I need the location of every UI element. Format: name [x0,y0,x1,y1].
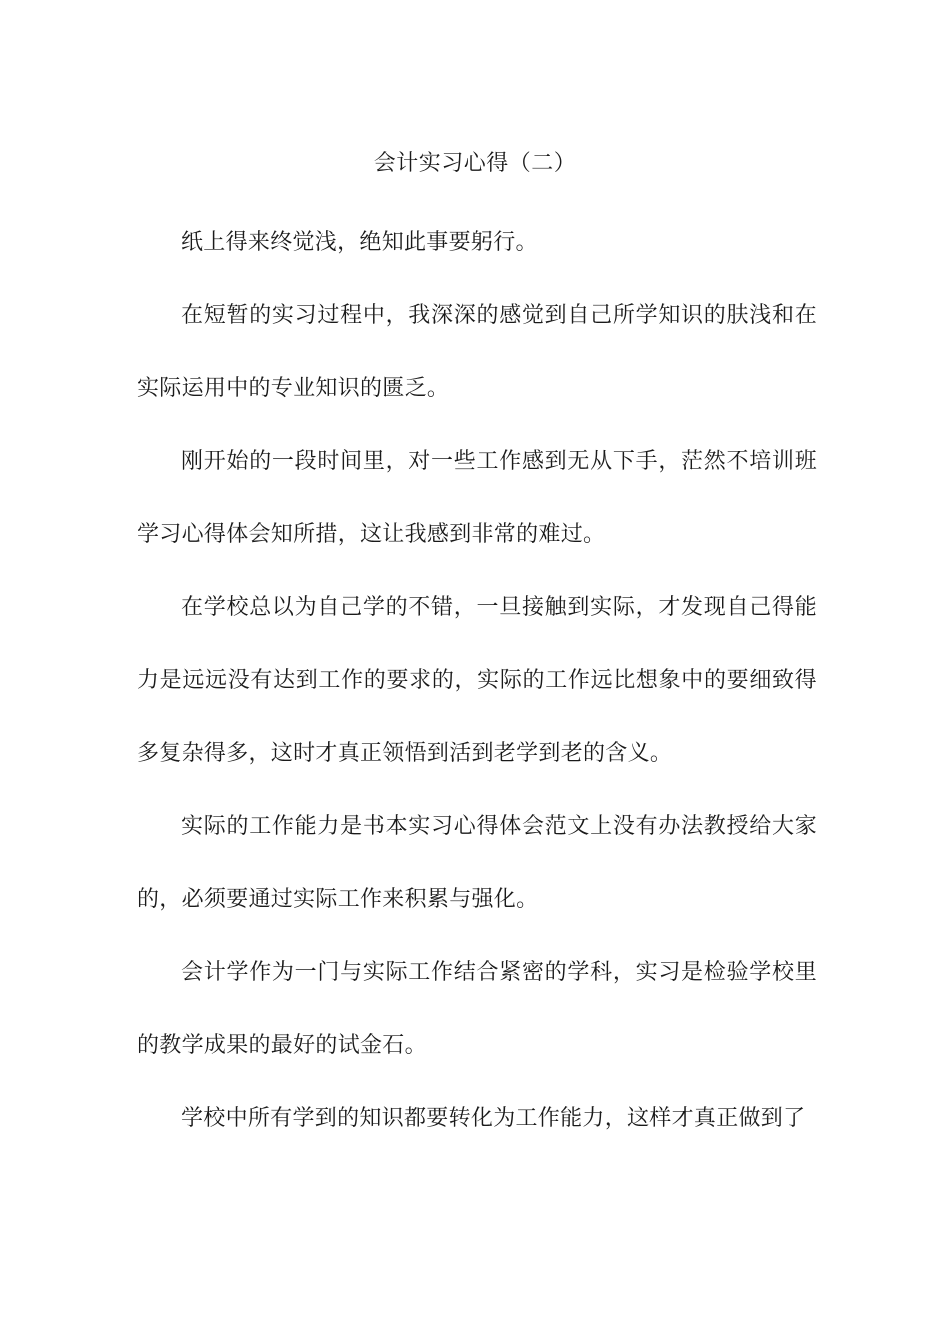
document-body [137,206,817,1155]
paragraph-5: 实际的工作能力是书本实习心得体会范文上没有办法教授给大家的，必须要通过实际工作来积累与强化。 [137,814,817,912]
paragraph-7: 学校中所有学到的知识都要转化为工作能力，这样才真正做到了 [181,1106,806,1131]
paragraph-3: 刚开始的一段时间里，对一些工作感到无从下手，茫然不培训班学习心得体会知所措，这让我感到非常的难过。 [137,449,817,547]
paragraph-2: 在短暂的实习过程中，我深深的感觉到自己所学知识的肤浅和在实际运用中的专业知识的匮乏。 [137,303,817,401]
document-title: 会计实习心得（二） [373,151,577,176]
paragraph-1: 纸上得来终觉浅，绝知此事要躬行。 [181,230,538,255]
paragraph-4: 在学校总以为自己学的不错，一旦接触到实际，才发现自己得能力是远远没有达到工作的要求的，实际的工作远比想象中的要细致得多复杂得多，这时才真正领悟到活到老学到老的含义。 [137,595,817,766]
paragraph-6: 会计学作为一门与实际工作结合紧密的学科，实习是检验学校里的教学成果的最好的试金石。 [137,960,817,1058]
